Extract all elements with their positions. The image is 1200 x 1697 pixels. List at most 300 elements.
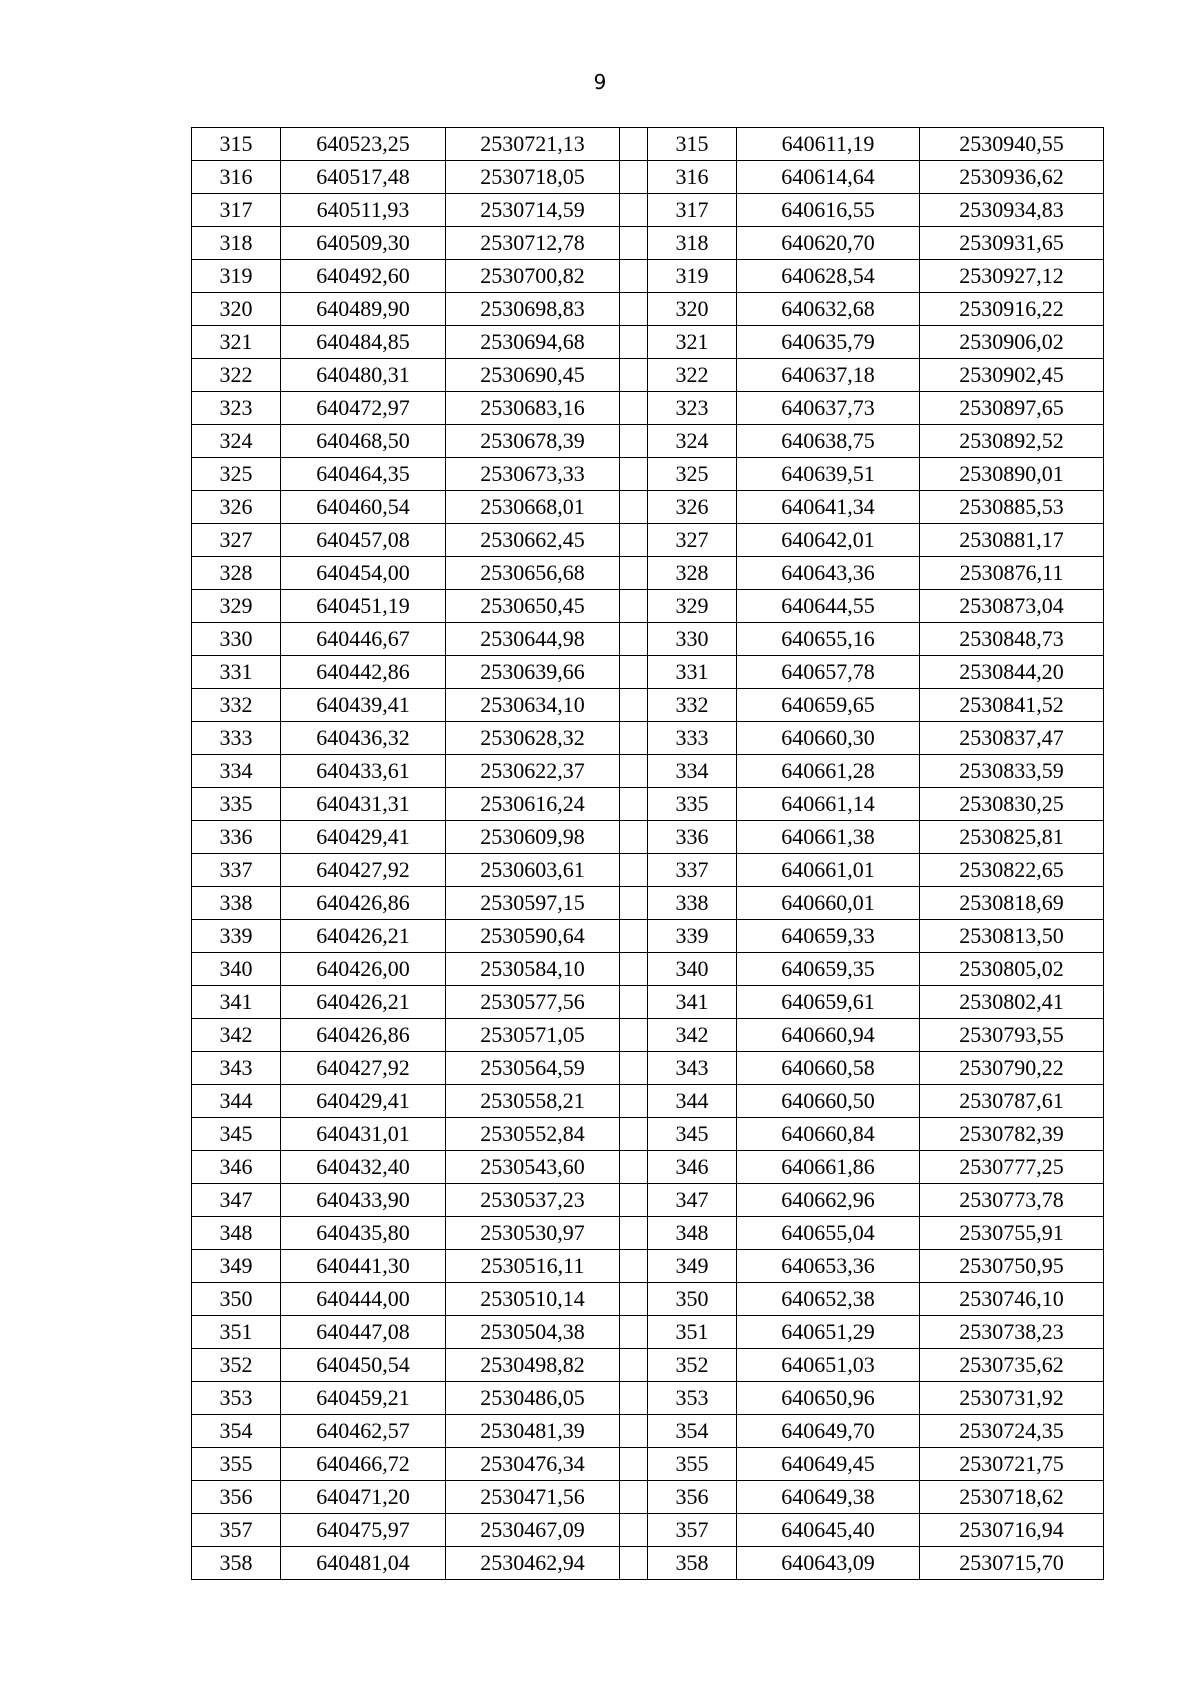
x-coordinate-left: 640489,90 [281,293,446,326]
y-coordinate-left: 2530718,05 [446,161,620,194]
table-row [192,425,1104,458]
x-coordinate-right: 640651,29 [737,1316,920,1349]
table-row [192,854,1104,887]
x-coordinate-left: 640429,41 [281,1085,446,1118]
y-coordinate-left: 2530700,82 [446,260,620,293]
spacer-cell [620,1349,648,1382]
y-coordinate-left: 2530486,05 [446,1382,620,1415]
point-number-left: 334 [192,755,281,788]
y-coordinate-right: 2530716,94 [920,1514,1104,1547]
x-coordinate-right: 640650,96 [737,1382,920,1415]
point-number-right: 348 [648,1217,737,1250]
point-number-right: 332 [648,689,737,722]
y-coordinate-right: 2530738,23 [920,1316,1104,1349]
point-number-left: 340 [192,953,281,986]
x-coordinate-right: 640660,94 [737,1019,920,1052]
x-coordinate-right: 640661,01 [737,854,920,887]
point-number-right: 351 [648,1316,737,1349]
table-row [192,656,1104,689]
x-coordinate-left: 640433,90 [281,1184,446,1217]
x-coordinate-right: 640660,58 [737,1052,920,1085]
spacer-cell [620,161,648,194]
point-number-right: 344 [648,1085,737,1118]
table-row [192,1514,1104,1547]
table-row [192,293,1104,326]
spacer-cell [620,953,648,986]
table-row [192,1481,1104,1514]
y-coordinate-left: 2530571,05 [446,1019,620,1052]
y-coordinate-left: 2530690,45 [446,359,620,392]
point-number-right: 322 [648,359,737,392]
spacer-cell [620,326,648,359]
point-number-right: 349 [648,1250,737,1283]
spacer-cell [620,1250,648,1283]
y-coordinate-left: 2530603,61 [446,854,620,887]
point-number-left: 349 [192,1250,281,1283]
page-number: 9 [593,70,607,94]
x-coordinate-left: 640441,30 [281,1250,446,1283]
y-coordinate-left: 2530622,37 [446,755,620,788]
table-row [192,788,1104,821]
spacer-cell [620,227,648,260]
spacer-cell [620,458,648,491]
point-number-left: 328 [192,557,281,590]
point-number-right: 340 [648,953,737,986]
y-coordinate-left: 2530683,16 [446,392,620,425]
x-coordinate-left: 640451,19 [281,590,446,623]
table-row [192,1283,1104,1316]
y-coordinate-right: 2530750,95 [920,1250,1104,1283]
table-row [192,755,1104,788]
x-coordinate-right: 640616,55 [737,194,920,227]
table-row [192,227,1104,260]
y-coordinate-right: 2530837,47 [920,722,1104,755]
x-coordinate-left: 640444,00 [281,1283,446,1316]
x-coordinate-right: 640632,68 [737,293,920,326]
y-coordinate-left: 2530504,38 [446,1316,620,1349]
table-row [192,194,1104,227]
spacer-cell [620,722,648,755]
x-coordinate-right: 640660,01 [737,887,920,920]
y-coordinate-left: 2530668,01 [446,491,620,524]
point-number-left: 318 [192,227,281,260]
point-number-left: 338 [192,887,281,920]
table-row [192,986,1104,1019]
table-row [192,590,1104,623]
point-number-left: 332 [192,689,281,722]
x-coordinate-left: 640427,92 [281,854,446,887]
y-coordinate-left: 2530609,98 [446,821,620,854]
spacer-cell [620,1019,648,1052]
y-coordinate-right: 2530718,62 [920,1481,1104,1514]
spacer-cell [620,1547,648,1580]
table-row [192,326,1104,359]
y-coordinate-left: 2530678,39 [446,425,620,458]
table-row [192,524,1104,557]
x-coordinate-right: 640635,79 [737,326,920,359]
coordinates-table [191,127,1104,1580]
x-coordinate-right: 640660,50 [737,1085,920,1118]
x-coordinate-right: 640661,38 [737,821,920,854]
point-number-right: 343 [648,1052,737,1085]
table-row [192,1250,1104,1283]
table-row [192,1052,1104,1085]
spacer-cell [620,1184,648,1217]
x-coordinate-right: 640611,19 [737,128,920,161]
spacer-cell [620,887,648,920]
point-number-left: 336 [192,821,281,854]
x-coordinate-left: 640426,86 [281,887,446,920]
table-row [192,920,1104,953]
y-coordinate-left: 2530543,60 [446,1151,620,1184]
x-coordinate-left: 640429,41 [281,821,446,854]
point-number-right: 346 [648,1151,737,1184]
y-coordinate-left: 2530590,64 [446,920,620,953]
x-coordinate-left: 640509,30 [281,227,446,260]
point-number-right: 324 [648,425,737,458]
x-coordinate-right: 640661,28 [737,755,920,788]
point-number-right: 336 [648,821,737,854]
point-number-left: 345 [192,1118,281,1151]
y-coordinate-left: 2530650,45 [446,590,620,623]
spacer-cell [620,1283,648,1316]
x-coordinate-right: 640628,54 [737,260,920,293]
table-row [192,161,1104,194]
table-row [192,1448,1104,1481]
x-coordinate-left: 640468,50 [281,425,446,458]
y-coordinate-left: 2530673,33 [446,458,620,491]
x-coordinate-right: 640652,38 [737,1283,920,1316]
y-coordinate-left: 2530467,09 [446,1514,620,1547]
y-coordinate-left: 2530662,45 [446,524,620,557]
x-coordinate-left: 640511,93 [281,194,446,227]
x-coordinate-left: 640432,40 [281,1151,446,1184]
x-coordinate-right: 640638,75 [737,425,920,458]
y-coordinate-right: 2530746,10 [920,1283,1104,1316]
x-coordinate-left: 640459,21 [281,1382,446,1415]
y-coordinate-left: 2530628,32 [446,722,620,755]
point-number-right: 325 [648,458,737,491]
y-coordinate-right: 2530873,04 [920,590,1104,623]
point-number-right: 316 [648,161,737,194]
point-number-left: 354 [192,1415,281,1448]
spacer-cell [620,689,648,722]
x-coordinate-left: 640475,97 [281,1514,446,1547]
y-coordinate-right: 2530793,55 [920,1019,1104,1052]
y-coordinate-right: 2530724,35 [920,1415,1104,1448]
y-coordinate-left: 2530694,68 [446,326,620,359]
y-coordinate-right: 2530833,59 [920,755,1104,788]
y-coordinate-right: 2530890,01 [920,458,1104,491]
x-coordinate-right: 640614,64 [737,161,920,194]
y-coordinate-right: 2530735,62 [920,1349,1104,1382]
x-coordinate-left: 640435,80 [281,1217,446,1250]
y-coordinate-right: 2530892,52 [920,425,1104,458]
table-row [192,689,1104,722]
x-coordinate-right: 640639,51 [737,458,920,491]
x-coordinate-left: 640439,41 [281,689,446,722]
point-number-left: 357 [192,1514,281,1547]
y-coordinate-left: 2530644,98 [446,623,620,656]
x-coordinate-right: 640645,40 [737,1514,920,1547]
x-coordinate-left: 640471,20 [281,1481,446,1514]
y-coordinate-right: 2530934,83 [920,194,1104,227]
table-row [192,1547,1104,1580]
spacer-cell [620,1481,648,1514]
point-number-left: 358 [192,1547,281,1580]
point-number-right: 329 [648,590,737,623]
y-coordinate-left: 2530471,56 [446,1481,620,1514]
y-coordinate-right: 2530721,75 [920,1448,1104,1481]
spacer-cell [620,623,648,656]
y-coordinate-right: 2530927,12 [920,260,1104,293]
y-coordinate-right: 2530906,02 [920,326,1104,359]
x-coordinate-right: 640660,84 [737,1118,920,1151]
y-coordinate-left: 2530564,59 [446,1052,620,1085]
y-coordinate-right: 2530841,52 [920,689,1104,722]
x-coordinate-left: 640472,97 [281,392,446,425]
spacer-cell [620,590,648,623]
spacer-cell [620,1217,648,1250]
spacer-cell [620,293,648,326]
spacer-cell [620,920,648,953]
table-row [192,1382,1104,1415]
y-coordinate-left: 2530558,21 [446,1085,620,1118]
point-number-left: 330 [192,623,281,656]
point-number-left: 322 [192,359,281,392]
point-number-left: 341 [192,986,281,1019]
x-coordinate-right: 640660,30 [737,722,920,755]
x-coordinate-left: 640523,25 [281,128,446,161]
point-number-right: 315 [648,128,737,161]
point-number-left: 348 [192,1217,281,1250]
x-coordinate-left: 640447,08 [281,1316,446,1349]
x-coordinate-right: 640620,70 [737,227,920,260]
table-row [192,623,1104,656]
y-coordinate-right: 2530881,17 [920,524,1104,557]
x-coordinate-right: 640659,35 [737,953,920,986]
y-coordinate-right: 2530876,11 [920,557,1104,590]
spacer-cell [620,425,648,458]
point-number-right: 335 [648,788,737,821]
y-coordinate-left: 2530698,83 [446,293,620,326]
spacer-cell [620,359,648,392]
point-number-right: 355 [648,1448,737,1481]
point-number-right: 318 [648,227,737,260]
x-coordinate-left: 640426,86 [281,1019,446,1052]
table-row [192,821,1104,854]
point-number-right: 339 [648,920,737,953]
point-number-left: 342 [192,1019,281,1052]
point-number-left: 319 [192,260,281,293]
y-coordinate-left: 2530498,82 [446,1349,620,1382]
spacer-cell [620,788,648,821]
x-coordinate-left: 640484,85 [281,326,446,359]
point-number-right: 356 [648,1481,737,1514]
spacer-cell [620,1118,648,1151]
x-coordinate-left: 640426,00 [281,953,446,986]
x-coordinate-right: 640661,86 [737,1151,920,1184]
spacer-cell [620,821,648,854]
table-row [192,722,1104,755]
point-number-right: 327 [648,524,737,557]
table-row [192,1151,1104,1184]
point-number-left: 337 [192,854,281,887]
point-number-left: 355 [192,1448,281,1481]
table-row [192,458,1104,491]
y-coordinate-right: 2530782,39 [920,1118,1104,1151]
point-number-left: 350 [192,1283,281,1316]
coordinates-table-body [192,128,1104,1580]
table-row [192,1184,1104,1217]
point-number-right: 354 [648,1415,737,1448]
x-coordinate-right: 640644,55 [737,590,920,623]
spacer-cell [620,1448,648,1481]
spacer-cell [620,1514,648,1547]
point-number-right: 341 [648,986,737,1019]
x-coordinate-right: 640642,01 [737,524,920,557]
spacer-cell [620,755,648,788]
table-row [192,557,1104,590]
y-coordinate-right: 2530844,20 [920,656,1104,689]
spacer-cell [620,1382,648,1415]
x-coordinate-left: 640466,72 [281,1448,446,1481]
x-coordinate-left: 640517,48 [281,161,446,194]
point-number-right: 317 [648,194,737,227]
x-coordinate-right: 640649,45 [737,1448,920,1481]
point-number-left: 352 [192,1349,281,1382]
x-coordinate-left: 640442,86 [281,656,446,689]
x-coordinate-left: 640427,92 [281,1052,446,1085]
table-row [192,1349,1104,1382]
table-row [192,1415,1104,1448]
y-coordinate-left: 2530462,94 [446,1547,620,1580]
table-row [192,953,1104,986]
x-coordinate-right: 640637,73 [737,392,920,425]
y-coordinate-right: 2530848,73 [920,623,1104,656]
point-number-left: 315 [192,128,281,161]
point-number-right: 347 [648,1184,737,1217]
x-coordinate-right: 640637,18 [737,359,920,392]
table-row [192,887,1104,920]
point-number-left: 321 [192,326,281,359]
x-coordinate-left: 640446,67 [281,623,446,656]
point-number-left: 343 [192,1052,281,1085]
point-number-left: 323 [192,392,281,425]
point-number-left: 356 [192,1481,281,1514]
y-coordinate-right: 2530936,62 [920,161,1104,194]
table-row [192,491,1104,524]
spacer-cell [620,557,648,590]
spacer-cell [620,194,648,227]
table-row [192,260,1104,293]
x-coordinate-left: 640426,21 [281,920,446,953]
y-coordinate-right: 2530931,65 [920,227,1104,260]
x-coordinate-left: 640464,35 [281,458,446,491]
x-coordinate-right: 640649,38 [737,1481,920,1514]
x-coordinate-right: 640659,65 [737,689,920,722]
x-coordinate-right: 640653,36 [737,1250,920,1283]
point-number-left: 320 [192,293,281,326]
x-coordinate-left: 640460,54 [281,491,446,524]
y-coordinate-right: 2530802,41 [920,986,1104,1019]
x-coordinate-right: 640643,09 [737,1547,920,1580]
x-coordinate-right: 640661,14 [737,788,920,821]
y-coordinate-right: 2530715,70 [920,1547,1104,1580]
point-number-right: 323 [648,392,737,425]
x-coordinate-right: 640659,61 [737,986,920,1019]
point-number-left: 329 [192,590,281,623]
point-number-right: 353 [648,1382,737,1415]
point-number-right: 342 [648,1019,737,1052]
y-coordinate-left: 2530597,15 [446,887,620,920]
spacer-cell [620,656,648,689]
table-row [192,1316,1104,1349]
point-number-right: 333 [648,722,737,755]
table-row [192,1085,1104,1118]
spacer-cell [620,260,648,293]
point-number-left: 325 [192,458,281,491]
y-coordinate-left: 2530634,10 [446,689,620,722]
x-coordinate-left: 640462,57 [281,1415,446,1448]
point-number-right: 338 [648,887,737,920]
x-coordinate-left: 640433,61 [281,755,446,788]
point-number-right: 337 [648,854,737,887]
y-coordinate-left: 2530537,23 [446,1184,620,1217]
point-number-left: 317 [192,194,281,227]
x-coordinate-left: 640481,04 [281,1547,446,1580]
spacer-cell [620,1151,648,1184]
x-coordinate-left: 640492,60 [281,260,446,293]
y-coordinate-left: 2530552,84 [446,1118,620,1151]
x-coordinate-right: 640657,78 [737,656,920,689]
y-coordinate-right: 2530825,81 [920,821,1104,854]
point-number-left: 347 [192,1184,281,1217]
x-coordinate-right: 640655,04 [737,1217,920,1250]
y-coordinate-left: 2530639,66 [446,656,620,689]
spacer-cell [620,392,648,425]
y-coordinate-right: 2530818,69 [920,887,1104,920]
x-coordinate-left: 640431,01 [281,1118,446,1151]
x-coordinate-right: 640659,33 [737,920,920,953]
point-number-right: 319 [648,260,737,293]
y-coordinate-left: 2530481,39 [446,1415,620,1448]
spacer-cell [620,491,648,524]
table-row [192,1118,1104,1151]
spacer-cell [620,854,648,887]
y-coordinate-right: 2530916,22 [920,293,1104,326]
spacer-cell [620,524,648,557]
y-coordinate-right: 2530805,02 [920,953,1104,986]
y-coordinate-right: 2530731,92 [920,1382,1104,1415]
y-coordinate-right: 2530830,25 [920,788,1104,821]
point-number-right: 326 [648,491,737,524]
x-coordinate-right: 640643,36 [737,557,920,590]
point-number-right: 331 [648,656,737,689]
table-row [192,392,1104,425]
point-number-left: 346 [192,1151,281,1184]
point-number-left: 326 [192,491,281,524]
table-row [192,1019,1104,1052]
x-coordinate-left: 640450,54 [281,1349,446,1382]
table-row [192,359,1104,392]
y-coordinate-right: 2530777,25 [920,1151,1104,1184]
x-coordinate-left: 640436,32 [281,722,446,755]
point-number-right: 321 [648,326,737,359]
y-coordinate-left: 2530476,34 [446,1448,620,1481]
point-number-right: 352 [648,1349,737,1382]
spacer-cell [620,128,648,161]
